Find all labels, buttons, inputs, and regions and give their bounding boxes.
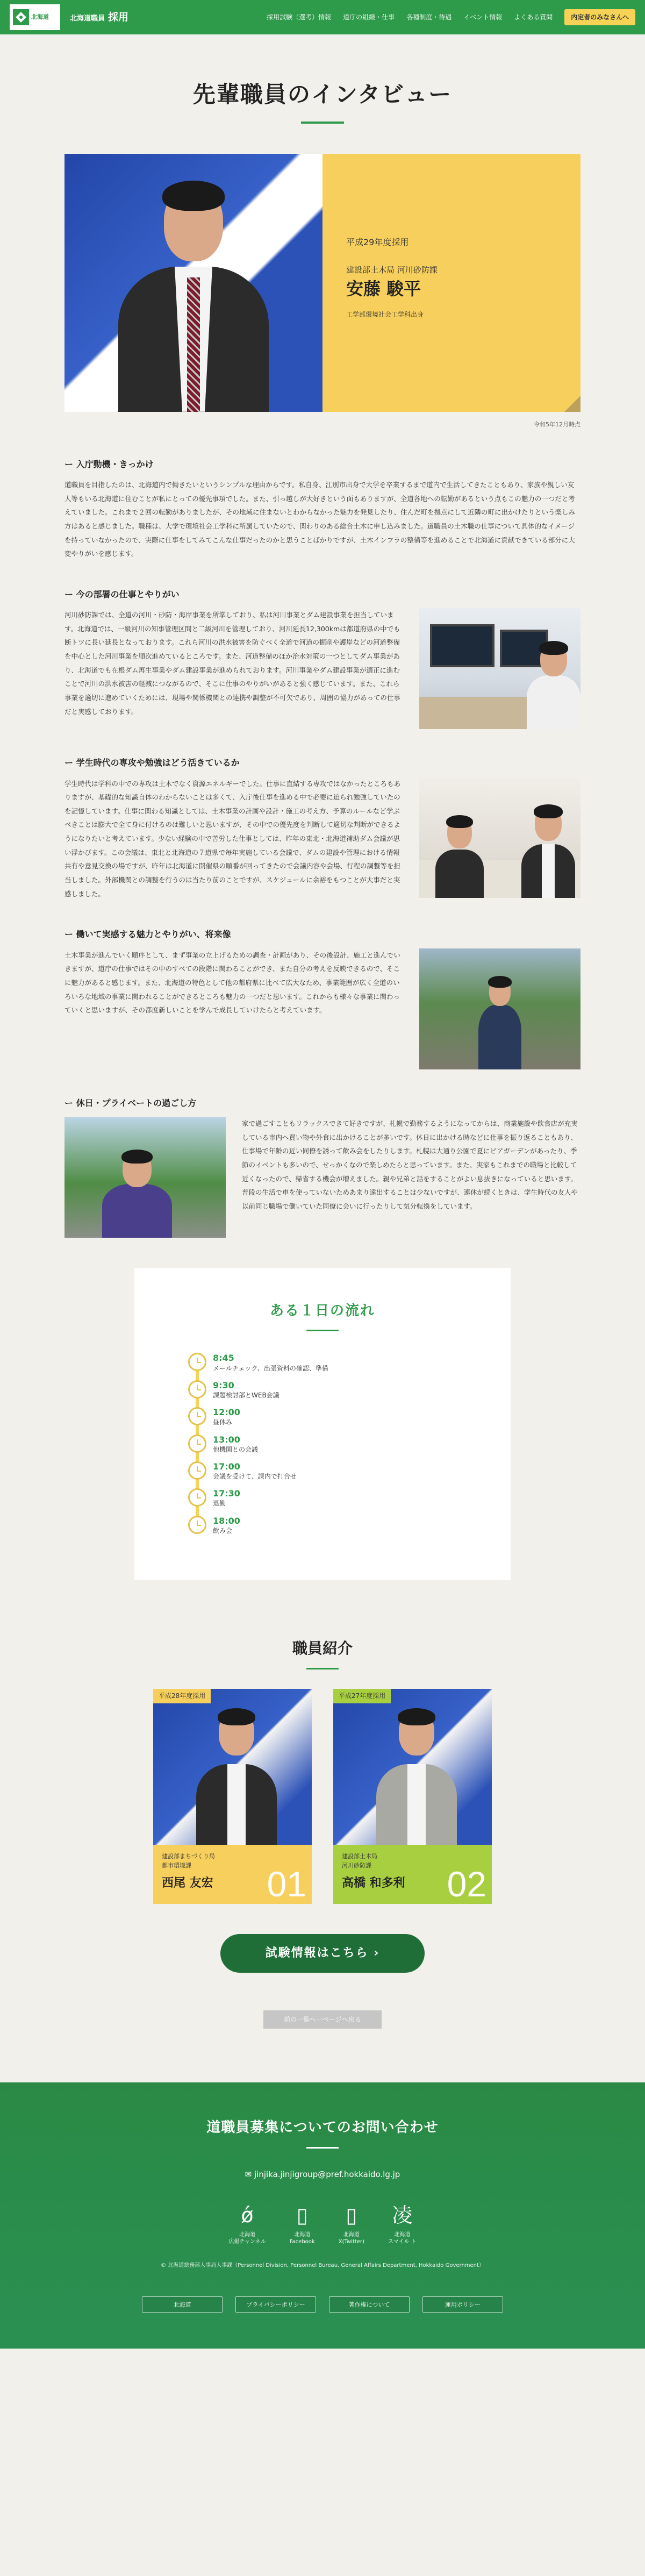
flow-item [188,1353,457,1373]
flow-time: 12:00 [213,1407,240,1418]
flow-time: 18:00 [213,1515,240,1526]
flow-time: 9:30 [213,1380,234,1390]
section-heading: ー 働いて実感する魅力とやりがい、将来像 [64,929,231,940]
nav-faq[interactable]: よくある質問 [514,13,553,21]
logo-text: 北海道 [31,13,49,20]
sns-twitter[interactable] [339,2203,364,2245]
staff-dept: 建設部土木局 [342,1853,377,1860]
flow-desc: 課題検討部とWEB会議 [213,1391,280,1399]
mail-icon: ✉ [245,2169,254,2179]
meeting-photo [419,777,580,898]
facebook-icon: ▯ [296,2203,308,2228]
profile-education: 工学部環境社会工学科出身 [346,311,424,319]
footer-links [0,2296,645,2313]
flow-item [188,1407,457,1428]
date-note: 令和5年12月時点 [534,420,580,428]
site-footer [0,2082,645,2349]
section-heading: ー 休日・プライベートの過ごし方 [64,1097,197,1108]
flow-desc: メールチェック、出張資料の確認、準備 [213,1364,328,1372]
flow-item [188,1435,457,1455]
clock-icon [188,1435,206,1453]
flow-desc: 昼休み [213,1418,233,1426]
flow-item [188,1461,457,1482]
section-heading: ー 今の部署の仕事とやりがい [64,589,180,600]
chevron-right-icon: › [374,1946,380,1960]
footer-link-copyright[interactable]: 著作権について [329,2296,410,2313]
staff-grid [153,1689,492,1904]
staff-number: 02 [447,1864,486,1904]
contact-email[interactable] [0,2167,645,2182]
clock-icon [188,1488,206,1507]
flow-desc: 退勤 [213,1500,226,1508]
nav-offer-button[interactable]: 内定者のみなさんへ [564,9,635,26]
section-motivation [64,456,580,561]
clock-icon [188,1353,206,1371]
title-underline [301,122,344,124]
section-current-work [64,587,580,729]
site-name[interactable] [70,8,128,27]
staff-name: 西尾 友宏 [162,1876,213,1890]
profile-dept: 建設部土木局 河川砂防課 [346,265,438,275]
sns-label: 北海道 [239,2232,256,2238]
section-body: 河川砂防課では、全道の河川・砂防・海岸事業を所掌しており、私は河川事業とダム建設事業を担当しています。北海道では、一級河川の知事管理区間と二級河川を管理しており、河川延長12,300kmは都道府県の中でも断トツに長い延長となっております。これら河川の洪水被害を防ぐべく全道で河道の掘削や護岸などの河道整備を中心とした河川事業を順次進めているところです。また、河道整備のほか治水対策の一つとしてダム事業があり、北海道でも在根ダム再生事業やダム建設事業が進められております。河川事業やダム建設事業が適正に進むことで河川の洪水被害の軽減につながるので、そこに仕事のやりがいがあると強く感じています。また、これら事業を適切に進めていくためには、現場や関係機関との連携や調整が不可欠であり、周囲の協力があっての仕事だと実感しております。 [64,611,400,716]
profile-name: 安藤 駿平 [346,278,421,299]
nav-events[interactable]: イベント情報 [463,13,503,21]
flow-time: 17:00 [213,1461,240,1472]
day-flow [134,1268,511,1580]
sns-label-sub: Facebook [289,2239,315,2245]
day-flow-title: ある１日の流れ [269,1303,375,1319]
exam-info-label: 試験情報はこちら [265,1946,369,1960]
section-heading: ー 学生時代の専攻や勉強はどう活きているか [64,758,240,768]
flow-item [188,1516,457,1536]
section-body: 道職員を目指したのは、北海道内で働きたいというシンプルな理由からです。私自身、江別市出身で大学を卒業するまで道内で生活してきたこともあり、家族や親しい友人等もいる北海道に住むことが私にとっての優先事項でした。また、引っ越しが大好きという面もありますが、全道各地への転勤があるという点もこの魅力の一つだと考えていました。これまで２回の転勤がありましたが、その地域に住まないとわからなかった魅力を発見したり、住んだ町を拠点にして近隣の町に出かけたりという楽しみ方はあると感じました。職種は、大学で環境社会工学科に所属していたので、関わりのある総合土木に申し込みました。道職員の土木職の仕事について具体的なイメージを持っていなかったので、実際に仕事をしてみてこんな仕事だったのかと思うことばかりですが、土木インフラの整備等を進めることで北海道に貢献できている部分に大変やりがいを感じます。 [64,481,576,558]
sns-facebook[interactable] [290,2203,315,2245]
sns-label: 北海道 [394,2232,411,2238]
staff-dept-sub: 都市環境課 [162,1861,191,1869]
interview-content [64,456,580,1238]
logo[interactable] [10,4,60,30]
section-appeal [64,926,580,1069]
profile-card [322,154,580,412]
nav-organization[interactable]: 道庁の組織・仕事 [343,13,395,21]
clock-icon [188,1407,206,1425]
person-figure [113,175,274,412]
flow-desc: 飲み会 [213,1526,233,1535]
clock-icon [188,1461,206,1480]
sns-label: 北海道 [294,2232,311,2238]
page-title: 先輩職員のインタビュー [192,81,453,108]
global-nav [267,9,635,26]
back-to-list-button[interactable]: 前の一覧へ一ページへ戻る [263,2010,382,2029]
office-photo [419,608,580,729]
sns-label: 北海道 [343,2232,360,2238]
sns-smile[interactable] [388,2203,417,2245]
footer-underline [306,2147,339,2149]
footer-link-policy[interactable]: 運用ポリシー [422,2296,503,2313]
sns-label-sub: スマイル ト [388,2239,417,2245]
staff-name: 高橋 和多利 [342,1876,405,1890]
site-name-strong: 採用 [108,11,129,23]
holiday-photo [64,1117,226,1238]
flow-time: 17:30 [213,1488,240,1499]
staff-card-01[interactable] [153,1689,312,1904]
staff-dept: 建設部まちづくり局 [162,1853,215,1860]
nav-exam-info[interactable]: 採用試験（選考）情報 [267,13,332,21]
profile-photo [64,154,322,412]
section-heading: ー 入庁動機・きっかけ [64,459,154,469]
nav-benefits[interactable]: 各種制度・待遇 [406,13,452,21]
staff-info [153,1845,312,1904]
flow-item [188,1380,457,1401]
staff-dept-sub: 河川砂防課 [342,1861,371,1869]
flow-time: 13:00 [213,1434,240,1445]
sns-links [0,2203,645,2245]
section-holiday [64,1095,580,1238]
site-name-label: 北海道職員 [70,14,105,23]
contact-email-text: jinjika.jinjigroup@pref.hokkaido.lg.jp [254,2169,400,2179]
sns-label-sub: 広報チャンネル [228,2239,266,2245]
twitter-icon: ▯ [346,2203,357,2228]
staff-photo [153,1689,312,1845]
staff-number: 01 [267,1864,306,1904]
day-flow-list [188,1353,457,1536]
clock-icon [188,1380,206,1398]
staff-title: 職員紹介 [292,1639,353,1658]
flow-desc: 他機関との会議 [213,1445,259,1453]
hokkaido-emblem-icon [13,9,29,25]
staff-year: 平成27年度採用 [333,1689,391,1703]
footer-link-hokkaido[interactable]: 北海道 [142,2296,223,2313]
staff-info [333,1845,492,1904]
section-body: 家で過ごすこともリラックスできて好きですが、札幌で勤務するようになってからは、商業施設や飲食店が充実している市内へ買い物や外食に出かけることが多いです。休日に出かける時などに仕事を振り返ることもあり、仕事場で年齢の近い同僚を誘って飲み会をしたりします。札幌は大通り公園で夏にビアガーデンがあったり、季節のイベントも多いので、せっかくなので楽しめたらと思っています。また、実家もこれまでの職場と比較して近くなったので、帰省する機会が増えました。親や兄弟と話をすることがよい息抜きになっていると思います。普段の生活で車を使っていないためあまり遠出することは少ないですが、連休が続くときは、学生時代の友人や以前同じ職場で働いていた同僚に会いに行ったりして気分転換をしています。 [242,1119,578,1210]
section-body: 土木事業が進んでいく順序として、まず事業の立上げるための調査・計画があり、その後設計、施工と進んでいきますが、道庁の仕事ではその中のすべての段階に関わることができ、また自分の考えを反映できるので、そこに魅力があると感じます。また、北海道の特色として他の都府県に比べて広大なため、事業範囲が広く全道のいろいろな地域の事業に関われることができるところも魅力の一つだと思います。これからも様々な事業に関わっていくと思いますが、その都度新しいことを学んで成長していけたらと考えています。 [64,951,400,1015]
staff-underline [306,1668,339,1669]
site-header [0,0,645,34]
outdoor-site-photo [419,948,580,1069]
profile-year: 平成29年度採用 [346,237,409,247]
sns-youtube[interactable] [228,2203,266,2245]
staff-year: 平成28年度採用 [153,1689,211,1703]
profile-hero [64,154,580,412]
flow-item [188,1488,457,1509]
staff-photo [333,1689,492,1845]
staff-card-02[interactable] [333,1689,492,1904]
section-body: 学生時代は学科の中での専攻は土木でなく資源エネルギーでした。仕事に直結する専攻ではなかったところもありますが、基礎的な知識自体のわからないことは多くて、入庁後仕事を進める中で必要に迫られ勉強していたのを記憶しています。仕事に関わる知識としては、土木事業の計画や設計・施工の考え方、予算のルールなど学ぶべきことは膨大で全て身に付けるのは難しいと思いますが、その中での優先度を判断して適切な判断ができるようになりたいと考えています。少ない経験の中で苦労した仕事としては、昨年の東北・北海道補助ダム会議が思い浮かびます。この会議は、東北と北海道の７道県で毎年実施している会議で、ダムの建設や管理における情報共有や意見交換の場ですが、昨年は北海道に開催県の順番が回ってきたので会議内容や会場、行程の調整等を担当しました。外部機関との調整を行うのは当たり前のことですが、スケジュールに余裕をもつことが大事だと実感しました。 [64,779,401,898]
flow-time: 8:45 [213,1353,234,1364]
clock-icon [188,1516,206,1534]
section-student-days [64,755,580,901]
youtube-icon: ǿ [241,2203,254,2228]
footer-title: 道職員募集についてのお問い合わせ [206,2120,439,2136]
copyright: © 北海道総務部人事局人事課（Personnel Division, Personnel Bureau, General Affairs Department, Hokkaido Government） [161,2263,484,2269]
sns-label-sub: X(Twitter) [338,2239,364,2245]
footer-link-privacy[interactable]: プライバシーポリシー [235,2296,316,2313]
flow-desc: 会議を受けて、課内で打合せ [213,1473,297,1481]
day-flow-underline [306,1330,339,1331]
exam-info-button[interactable] [220,1934,425,1973]
smile-logo-icon: 凌 [392,2203,413,2228]
